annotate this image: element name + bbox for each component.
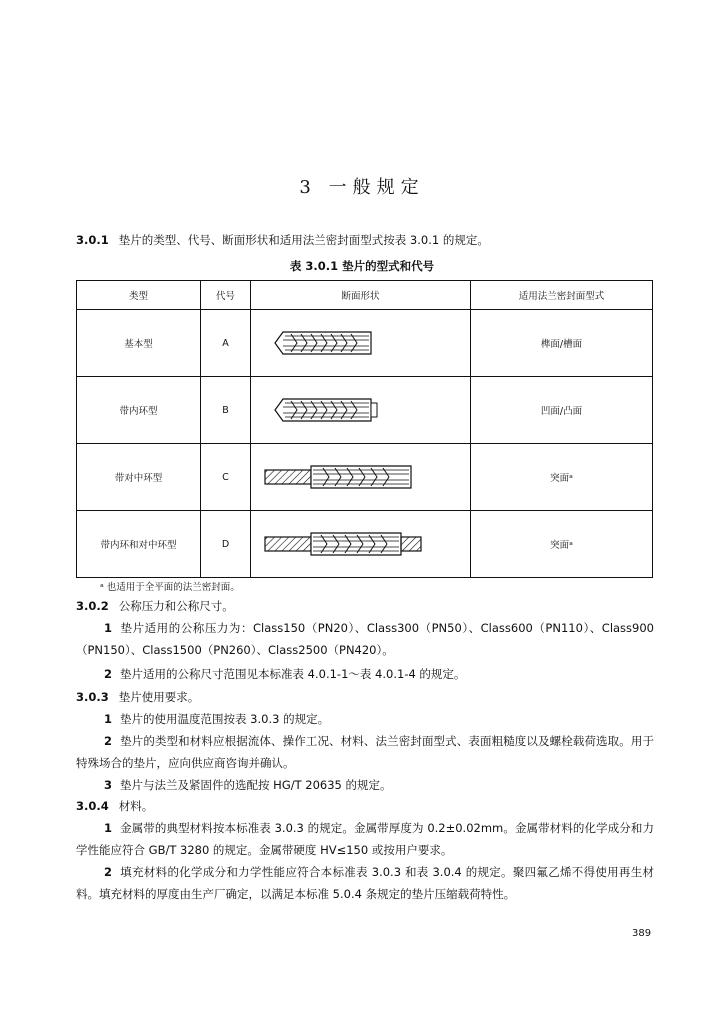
item-number: 1 [104,712,113,726]
section-shape-d [251,511,471,578]
item-text: 垫片适用的公称尺寸范围见本标准表 4.0.1-1～表 4.0.1-4 的规定。 [120,667,466,681]
paragraph-3-0-2-1 [76,617,654,661]
clause-number: 3.0.2 [76,599,109,613]
gasket-section-centering-ring-icon [261,462,461,492]
clause-number: 3.0.1 [76,233,109,247]
item-number: 2 [104,667,113,681]
header-section-shape: 断面形状 [251,281,471,310]
header-flange-face: 适用法兰密封面型式 [471,281,653,310]
item-text: 垫片与法兰及紧固件的选配按 HG/T 20635 的规定。 [120,778,392,792]
item-number: 2 [104,865,113,879]
table-header-row [77,281,653,310]
row-flange-face: 突面ᵃ [471,511,653,578]
clause-text: 垫片的类型、代号、断面形状和适用法兰密封面型式按表 3.0.1 的规定。 [118,233,489,247]
chapter-title: 3 一般规定 [299,177,425,198]
row-type: 带对中环型 [77,444,201,511]
row-code: D [201,511,251,578]
clause-title: 材料。 [118,799,154,813]
gasket-section-inner-and-centering-ring-icon [261,529,461,559]
clause-number: 3.0.4 [76,799,109,813]
paragraph-3-0-4-1 [76,817,654,861]
table-row [77,377,653,444]
row-type: 基本型 [77,310,201,377]
paragraph-3-0-2-2 [76,663,654,685]
table-caption: 表 3.0.1 垫片的型式和代号 [289,259,435,273]
paragraph-3-0-3-1 [76,708,654,730]
paragraph-3-0-3-3 [76,774,654,796]
gasket-section-basic-icon [261,328,461,358]
gasket-section-inner-ring-icon [261,395,461,425]
row-code: A [201,310,251,377]
gasket-type-table [76,280,653,578]
item-number: 2 [104,734,113,748]
clause-title: 垫片使用要求。 [118,690,200,704]
item-text: 垫片的使用温度范围按表 3.0.3 的规定。 [120,712,330,726]
table-row [77,444,653,511]
table-footnote: ᵃ 也适用于全平面的法兰密封面。 [100,582,240,593]
item-number: 3 [104,778,113,792]
row-code: B [201,377,251,444]
table-row [77,310,653,377]
clause-3-0-2 [76,598,234,614]
row-flange-face: 突面ᵃ [471,444,653,511]
item-text: 金属带的典型材料按本标准表 3.0.3 的规定。金属带厚度为 0.2±0.02mm。金属带材料的化学成分和力学性能应符合 GB/T 3280 的规定。金属带硬度 HV≤150 或按用户要求。 [76,821,654,857]
header-type: 类型 [77,281,201,310]
section-shape-b [251,377,471,444]
row-flange-face: 凹面/凸面 [471,377,653,444]
row-flange-face: 榫面/槽面 [471,310,653,377]
page-number: 389 [632,928,652,939]
row-type: 带内环型 [77,377,201,444]
clause-title: 公称压力和公称尺寸。 [118,599,234,613]
item-number: 1 [104,821,113,835]
item-text: 填充材料的化学成分和力学性能应符合本标准表 3.0.3 和表 3.0.4 的规定。聚四氟乙烯不得使用再生材料。填充材料的厚度由生产厂确定，以满足本标准 5.0.4 条规定的垫片压缩载荷特性。 [76,865,654,901]
clause-3-0-4 [76,798,153,814]
paragraph-3-0-3-2 [76,730,654,774]
row-code: C [201,444,251,511]
paragraph-3-0-4-2 [76,861,654,905]
clause-number: 3.0.3 [76,690,109,704]
section-shape-a [251,310,471,377]
row-type: 带内环和对中环型 [77,511,201,578]
item-text: 垫片的类型和材料应根据流体、操作工况、材料、法兰密封面型式、表面粗糙度以及螺栓载荷选取。用于特殊场合的垫片，应向供应商咨询并确认。 [76,734,654,770]
clause-3-0-1 [76,232,489,248]
item-number: 1 [104,621,113,635]
table-row [77,511,653,578]
header-code: 代号 [201,281,251,310]
clause-3-0-3 [76,689,199,705]
item-text: 垫片适用的公称压力为：Class150（PN20）、Class300（PN50）、Class600（PN110）、Class900（PN150）、Class1500（PN260）、Class2500（PN420）。 [76,621,654,657]
section-shape-c [251,444,471,511]
